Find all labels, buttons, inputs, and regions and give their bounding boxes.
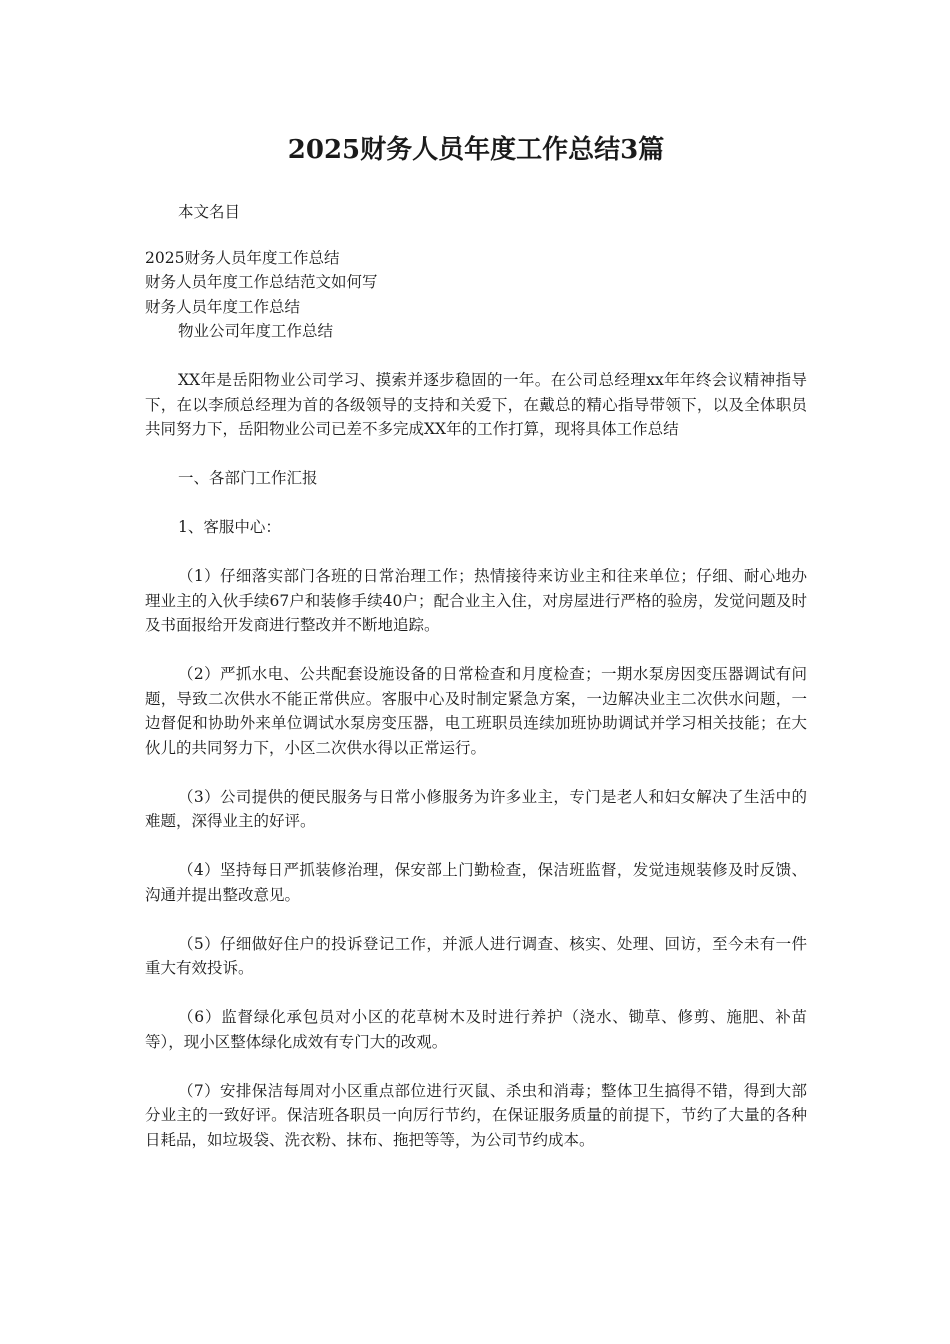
section-heading: 一、各部门工作汇报 bbox=[178, 469, 318, 487]
list-item: （4）坚持每日严抓装修治理，保安部上门勤检查，保洁班监督，发觉违规装修及时反馈、沟通并提出整改意见。 bbox=[145, 861, 807, 904]
spacer bbox=[145, 907, 807, 932]
document-title: 2025财务人员年度工作总结3篇 bbox=[287, 135, 665, 165]
toc-item: 财务人员年度工作总结 bbox=[145, 297, 301, 316]
spacer bbox=[145, 760, 807, 785]
list-item: （3）公司提供的便民服务与日常小修服务为许多业主，专门是老人和妇女解决了生活中的难题，深得业主的好评。 bbox=[145, 787, 807, 830]
spacer bbox=[145, 491, 807, 516]
subsection-heading: 1、客服中心： bbox=[178, 518, 281, 536]
spacer bbox=[145, 540, 807, 565]
spacer bbox=[145, 638, 807, 663]
toc-item: 财务人员年度工作总结范文如何写 bbox=[145, 273, 378, 291]
list-item: （7）安排保洁每周对小区重点部位进行灭鼠、杀虫和消毒；整体卫生搞得不错，得到大部分业主的一致好评。保洁班各职员一向厉行节约，在保证服务质量的前提下，节约了大量的各种日耗品，如垃圾袋、洗衣粉、抹布、拖把等等，为公司节约成本。 bbox=[145, 1081, 807, 1149]
document-body bbox=[145, 128, 823, 1152]
spacer bbox=[145, 442, 807, 467]
toc-item: 2025财务人员年度工作总结 bbox=[145, 248, 340, 267]
toc-item: 物业公司年度工作总结 bbox=[178, 322, 334, 340]
spacer bbox=[145, 981, 807, 1006]
toc-heading: 本文名目 bbox=[178, 203, 241, 221]
list-item: （5）仔细做好住户的投诉登记工作，并派人进行调查、核实、处理、回访，至今未有一件重大有效投诉。 bbox=[145, 934, 807, 977]
list-item: （6）监督绿化承包员对小区的花草树木及时进行养护（浇水、锄草、修剪、施肥、补苗等），现小区整体绿化成效有专门大的改观。 bbox=[145, 1008, 807, 1051]
spacer bbox=[145, 225, 807, 246]
list-item: （2）严抓水电、公共配套设施设备的日常检查和月度检查；一期水泵房因变压器调试有问题，导致二次供水不能正常供应。客服中心及时制定紧急方案，一边解决业主二次供水问题，一边督促和协助外来单位调试水泵房变压器，电工班职员连续加班协助调试并学习相关技能；在大伙儿的共同努力下，小区二次供水得以正常运行。 bbox=[145, 665, 807, 757]
spacer bbox=[145, 834, 807, 859]
list-item: （1）仔细落实部门各班的日常治理工作；热情接待来访业主和往来单位；仔细、耐心地办理业主的入伙手续67户和装修手续40户；配合业主入住，对房屋进行严格的验房，发觉问题及时 及书面报给开发商进行整改并不断地追踪。 bbox=[145, 567, 823, 634]
spacer bbox=[145, 344, 807, 369]
intro-paragraph: XX年是岳阳物业公司学习、摸索并逐步稳固的一年。在公司总经理xx年年终会议精神指导下，在以李颀总经理为首的各级领导的支持和关爱下，在戴总的精心指导带领下，以及全体职员共同努力下，岳阳物业公司已差不多完成XX年的工作打算，现将具体工作总结 bbox=[145, 371, 807, 438]
spacer bbox=[145, 1054, 807, 1079]
table-of-contents bbox=[145, 246, 807, 344]
